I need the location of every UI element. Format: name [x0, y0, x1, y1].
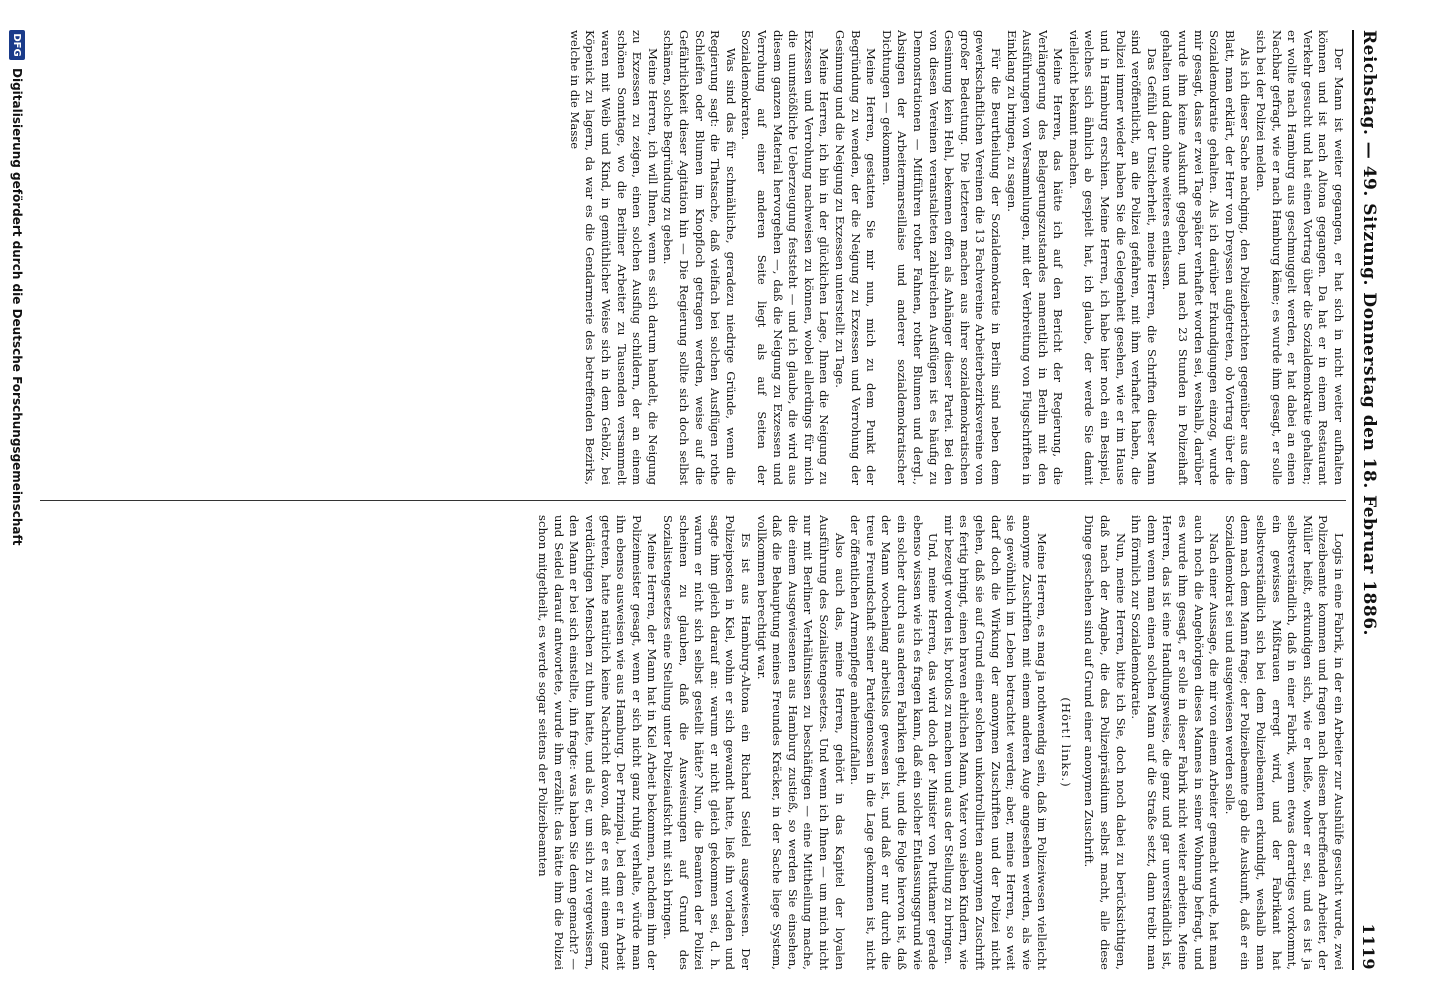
left-column — [40, 30, 1346, 485]
credit-text: Digitalisierung gefördert durch die Deutsche Forschungsgemeinschaft — [10, 68, 24, 546]
paragraph: Was sind das für schmähliche, geradezu niedrige Gründe, wenn die Regierung sagt: die Thatsache, daß vielfach bei solchen Ausflügen rothe Schleifen oder Blumen im Knopfloch getragen werden, weise auf die Gefährlichkeit dieser Agitation hin — Die Regierung sollte sich doch selbst schämen, solche Begründung zu geben. — [661, 30, 738, 485]
paragraph: Für die Beurtheilung der Sozialdemokratie in Berlin sind neben dem gewerkschaftlichen Vereinen die 13 Fachvereine Arbeiterbezirksvereine von großer Bedeutung. Die letzteren machen aus ihrer sozialdemokratischen Gesinnung kein Hehl, bekennen offen als Anhänger dieser Partei. Bei den von diesen Vereinen veranstalteten zahlreichen Ausflügen ist es häufig zu Demonstrationen — Mitführen rother Fahnen, rother Blumen und dergl., Absingen der Arbeitermarseillaise und anderer sozialdemokratischer Dichtungen — gekommen. — [879, 30, 1003, 485]
digitization-credit — [6, 30, 28, 970]
column-divider — [40, 500, 1346, 501]
paragraph: Das Gefühl der Unsicherheit, meine Herren, die Schriften dieser Mann sind veröffentlicht, an die Polizei gefahren, mit ihm verhaftet haben, die Polizei immer wieder haben Sie die Gelegenheit gesehen, wie er im Hause und in Hamburg erschien. Meine Herren, ich habe hier noch ein Beispiel, welches sich ähnlich ab gespielt hat, ich glaube, der werde Sie damit vielleicht bekannt machen. — [1066, 30, 1159, 485]
paragraph: Nun, meine Herren, bitte ich Sie, doch noch dabei zu berücksichtigen, daß nach der Angabe, die das Polizeipräsidium selbst macht, alle diese Dinge geschehen sind auf Grund einer anonymen Zuschrift. — [1082, 515, 1128, 970]
page-header — [1356, 30, 1382, 970]
paragraph: Als ich dieser Sache nachging, den Polizeiberichten gegenüber aus dem Blatt, man erklärt, der Herr von Dreyssen aufgetreten, ob Vortrag über die Sozialdemokratie gehalten. Als ich darüber Erkundigungen einzog, wurde mir gesagt, dass er zwei Tage später verhaftet worden sei, weshalb, darüber wurde ihm keine Auskunft gegeben, und nach 23 Stunden in Polizeihaft gehalten und dann ohne weiteres entlassen. — [1160, 30, 1253, 485]
paragraph: Meine Herren, ich bin in der glücklichen Lage, Ihnen die Neigung zu Exzessen und Verrohung nachweisen zu können, wobei allerdings für mich die unumstößliche Ueberzeugung feststeht — und ich glaube, die wird aus diesem ganzen Material hervorgehen —, daß die Neigung zu Exzessen und Verrohung auf einer anderen Seite liegt als auf Seiten der Sozialdemokraten. — [739, 30, 832, 485]
paragraph: Nach einer Aussage, die mir von einem Arbeiter gemacht wurde, hat man auch noch die Angehörigen dieses Mannes in seiner Wohnung befragt, und es wurde ihm gesagt, er solle in dieser Fabrik nicht weiter arbeiten. Meine Herren, das ist eine Handlungsweise, die ganz und gar unverständlich ist, denn wenn man einen solchen Mann auf die Straße setzt, dann treibt man ihn förmlich zur Sozialdemokratie. — [1129, 515, 1222, 970]
paragraph: Meine Herren, der Mann hat in Kiel Arbeit bekommen, nachdem ihm der Polizeimeister gesagt, wenn er sich nicht ganz ruhig verhalte, würde man ihn ebenso ausweisen wie aus Hamburg. Der Prinzipal, bei dem er in Arbeit getreten, hatte natürlich keine Nachricht davon, daß er es mit einem ganz verdächtigen Menschen zu thun hatte, und als er, um sich zu vergewissern, den Mann er bei sich einstellte, ihn fragte: was haben Sie denn gemacht? — und Seidel darauf antwortete, wurde ihm erzählt: das hätte ihm die Polizei schon mitgetheilt, es werde sogar seitens der Polizeibeamten — [536, 515, 660, 970]
paragraph: Es ist aus Hamburg-Altona ein Richard Seidel ausgewiesen. Der Polizeiposten in Kiel, wohin er sich gewandt hatte, ließ ihn vorladen und sagte ihm gleich darauf an: warum er nicht gleich gekommen sei, d. h. warum er nicht sich selbst gestellt hätte? Nun, die Beamten der Polizei scheinen zu glauben, daß die Ausweisungen auf Grund des Sozialistengesetzes eine Stellung unter Polizeiaufsicht mit sich bringen. — [661, 515, 754, 970]
paragraph: Meine Herren, ich will Ihnen, wenn es sich darum handelt, die Neigung zu Exzessen zu zeigen, einen solchen Ausflug schildern, der an einem schönen Sonntage, wo die Berliner Arbeiter zu Tausenden versammelt waren mit Weib und Kind, in gemüthlicher Weise sich in dem Gehölz, bei Köpenick zu lagern, da war es die Gendarmerie des betreffenden Bezirks, welche in die Masse — [567, 30, 660, 485]
paragraph: Meine Herren, es mag ja nothwendig sein, daß im Polizeiwesen vielleicht anonyme Zuschriften mit einem anderen Auge angesehen werden, als wie sie gewöhnlich im Leben betrachtet werden; aber, meine Herren, so weit darf doch die Wirkung der anonymen Zuschriften und der Polizei nicht gehen, daß sie auf Grund einer solchen unkontrollirten anonymen Zuschrift es fertig bringt, einen braven ehrlichen Mann, Vater von sieben Kindern, wie mir bezeugt worden ist, brotlos zu machen und aus der Stellung zu bringen. — [941, 515, 1050, 970]
header-rule — [1352, 30, 1354, 970]
paragraph: Meine Herren, gestatten Sie mir nun, mich zu dem Punkt der Begründung zu wenden, der die Neigung zu Exzessen und Verrohung der Gesinnung und die Neigung zu Exzessen unterstellt zu Tage. — [833, 30, 879, 485]
right-column — [40, 515, 1346, 970]
paragraph: Meine Herren, das hätte ich auf den Bericht der Regierung, die Verlängerung des Belagerungszustandes namentlich in Berlin mit den Ausführungen von Versammlungen, mit der Verbreitung von Flugschriften in Einklang zu bringen, zu sagen. — [1004, 30, 1066, 485]
interjection: (Hört! links.) — [1058, 697, 1073, 788]
paragraph: Also auch das, meine Herren, gehört in das Kapitel der loyalen Ausführung des Sozialistengesetzes. Und wenn ich Ihnen — um mich nicht nur mit Berliner Verhältnissen zu beschäftigen — eine Mittheilung mache, die einem Ausgewiesenen aus Hamburg zustieß, so werden Sie einsehen, daß die Behauptung meines Freundes Kräcker, in der Sache liege System, vollkommen berechtigt war. — [754, 515, 847, 970]
page-number: 1119 — [1359, 923, 1379, 970]
paragraph: Der Mann ist weiter gegangen, er hat sich in nicht weiter aufhalten können und ist nach Altona gegangen. Da hat er in einem Restaurant Verkehr gesucht und hat einen Vortrag über die Sozialdemokratie gehalten; er wollte nach Hamburg aus geschmuggelt werden, er hat dabei an einen Nachbar gefragt, wie er nach Hamburg käme; es wurde ihm gesagt, er solle sich bei der Polizei melden. — [1254, 30, 1346, 485]
paragraph: Logis in eine Fabrik, in der ein Arbeiter zur Aushülfe gesucht wurde, zwei Polizeibeamte kommen und fragen nach diesem betreffenden Arbeiter, der Müller heißt, erkundigen sich, wie er heiße, woher er sei, und es ist ja selbstverständlich, daß in einer Fabrik, wenn etwas derartiges vorkommt, ein gewisses Mißtrauen erregt wird, und der Fabrikant hat selbstverständlich sich bei dem Polizeibeamten erkundigt, weshalb man denn nach dem Mann frage; der Polizeibeamte gab die Auskunft, daß er ein Sozialdemokrat sei und ausgewiesen werden solle. — [1222, 515, 1346, 970]
paragraph: Und, meine Herren, das wird doch der Minister von Puttkamer gerade ebenso wissen wie ich es fragen kann, daß ein solcher Entlassungsgrund wie ein solcher durch aus anderen Fabriken geht, und die Folge hiervon ist, daß der Mann wochenlang arbeitslos gewesen ist, und daß er nur durch die treue Freundschaft seiner Parteigenossen in die Lage gekommen ist, nicht der öffentlichen Armenpflege anheimzufallen. — [848, 515, 941, 970]
page-title: Reichstag. — 49. Sitzung. Donnerstag den 18. Februar 1886. — [1359, 30, 1379, 636]
dfg-logo-icon: DFG — [9, 30, 25, 60]
